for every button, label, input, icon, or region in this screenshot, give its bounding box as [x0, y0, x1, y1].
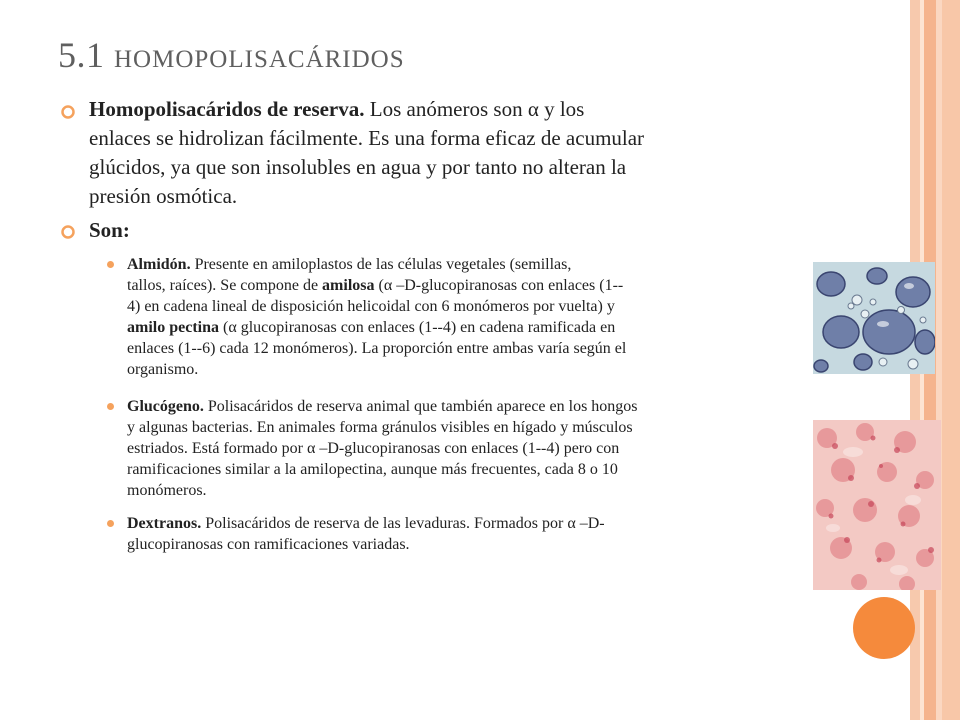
ring-bullet-icon [60, 224, 76, 240]
text-line: Presente en amiloplastos de las células vegetales (semillas, [190, 256, 572, 273]
son-label: Son: [89, 218, 130, 242]
text-line: tallos, raíces). Se compone de [127, 277, 323, 294]
reserve-heading: Homopolisacáridos de reserva. [89, 97, 365, 121]
almidon-item [127, 254, 626, 380]
glucogeno-item [127, 396, 638, 501]
text-line: 4) en cadena lineal de disposición helicoidal con 6 monómeros por vuelta) y [127, 298, 615, 315]
amilopectina-term: amilo pectina [127, 319, 219, 336]
text-line: enlaces se hidrolizan fácilmente. Es una forma eficaz de acumular [89, 126, 645, 150]
reserve-paragraph [89, 95, 644, 211]
decorative-circle [853, 597, 915, 659]
dextranos-heading: Dextranos. [127, 515, 202, 532]
bullet-dot-icon [107, 403, 114, 410]
amilosa-term: amilosa [322, 277, 375, 294]
text-line: monómeros. [127, 482, 207, 499]
text-line: Los anómeros son α y los [364, 97, 585, 121]
glycogen-tissue-image [813, 420, 941, 590]
text-line: y algunas bacterias. En animales forma gránulos visibles en hígado y músculos [127, 419, 633, 436]
bullet-dot-icon [107, 520, 114, 527]
title-text: HOMOPOLISACÁRIDOS [114, 46, 405, 73]
text-line: organismo. [127, 361, 199, 378]
text-line: glúcidos, ya que son insolubles en agua y por tanto no alteran la [89, 155, 627, 179]
text-line: (α –D-glucopiranosas con enlaces (1-- [374, 277, 624, 294]
starch-granules-image [813, 262, 935, 374]
text-line: ramificaciones similar a la amilopectina, aunque más frecuentes, cada 8 o 10 [127, 461, 618, 478]
text-line: (α glucopiranosas con enlaces (1--4) en cadena ramificada en [219, 319, 616, 336]
text-line: Polisacáridos de reserva animal que también aparece en los hongos [203, 398, 638, 415]
ring-bullet-icon [60, 104, 76, 120]
slide-title [58, 34, 405, 76]
text-line: estriados. Está formado por α –D-glucopiranosas con enlaces (1--4) pero con [127, 440, 620, 457]
text-line: Polisacáridos de reserva de las levaduras. Formados por α –D- [201, 515, 605, 532]
bullet-dot-icon [107, 261, 114, 268]
title-number: 5.1 [58, 35, 105, 75]
text-line: presión osmótica. [89, 184, 238, 208]
dextranos-item [127, 513, 605, 555]
almidon-heading: Almidón. [127, 256, 191, 273]
text-line: glucopiranosas con ramificaciones variadas. [127, 536, 410, 553]
text-line: enlaces (1--6) cada 12 monómeros). La proporción entre ambas varía según el [127, 340, 627, 357]
glucogeno-heading: Glucógeno. [127, 398, 204, 415]
son-heading [89, 216, 130, 245]
stripe [942, 0, 960, 720]
